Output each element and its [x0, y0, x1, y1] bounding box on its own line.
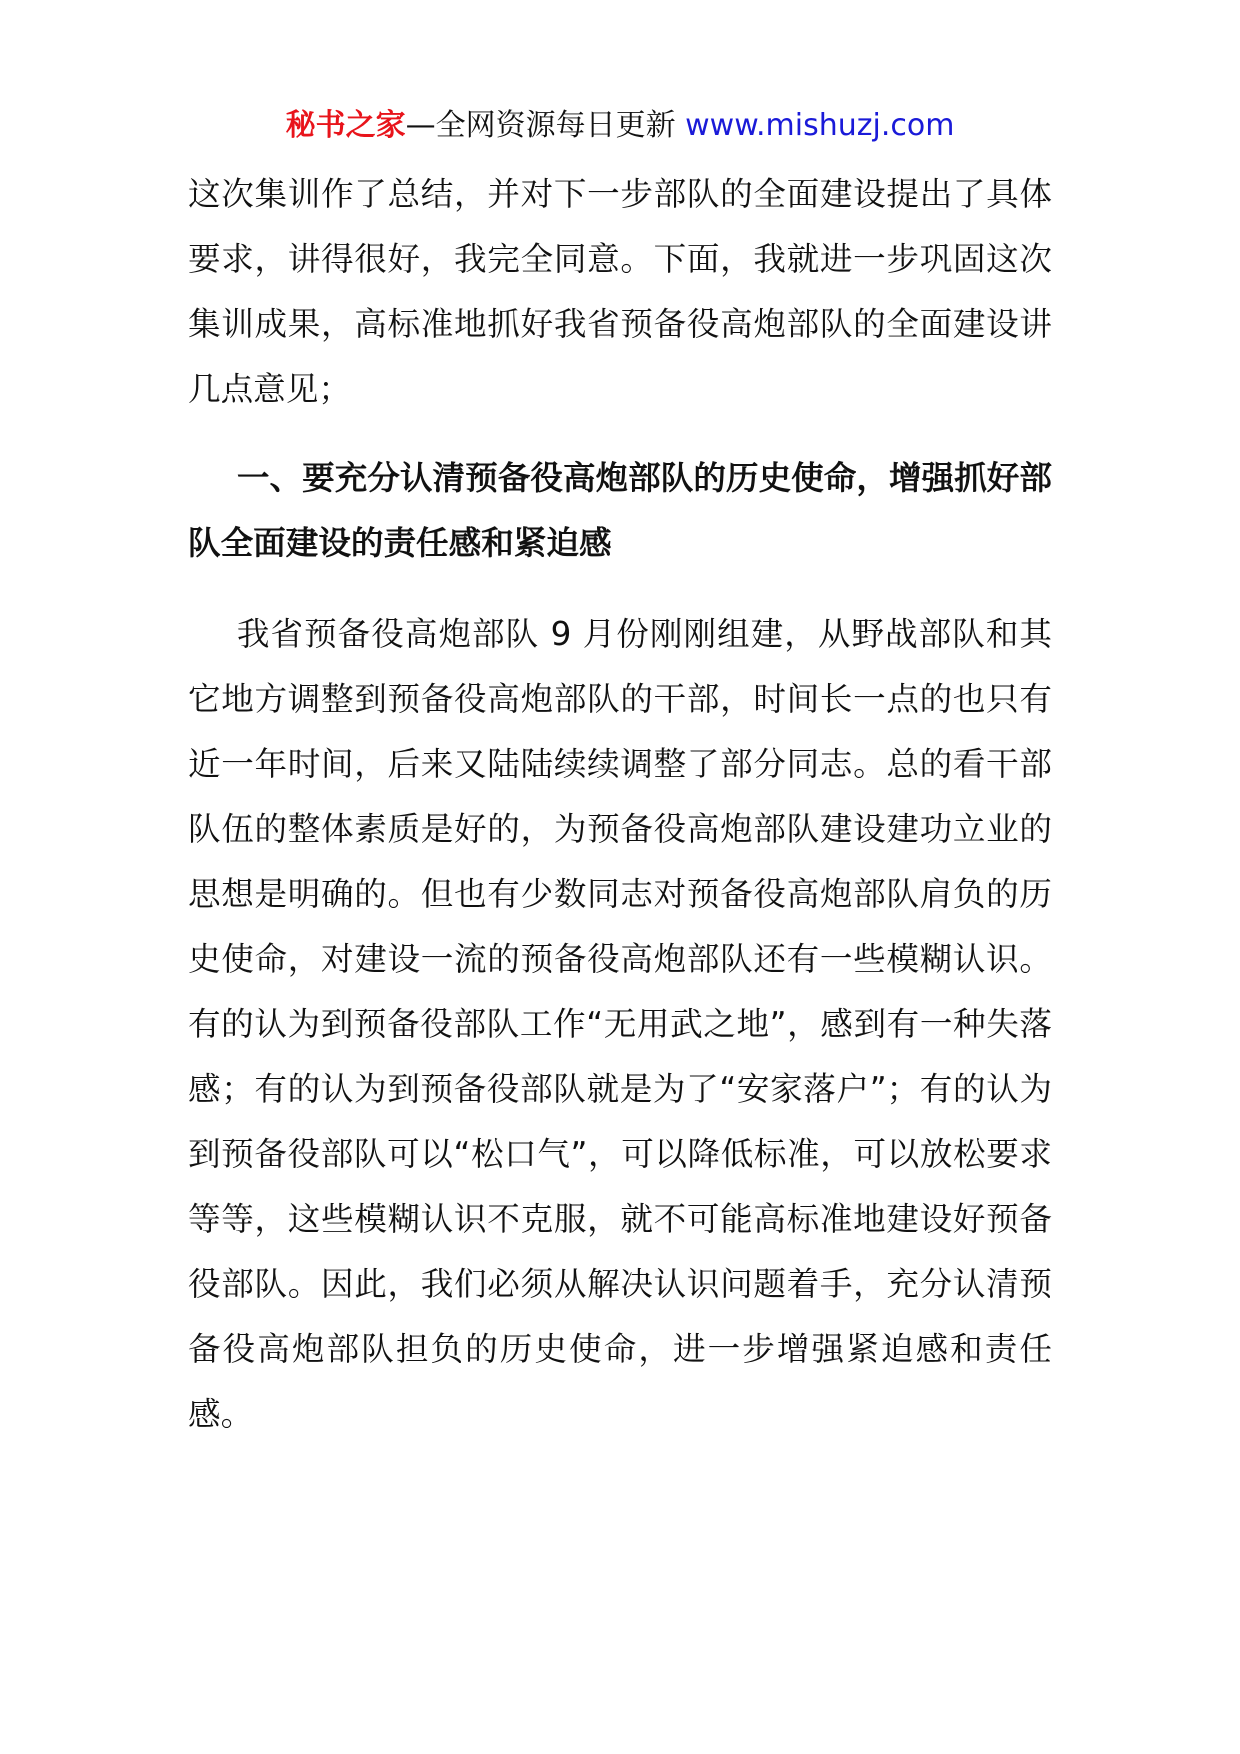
spacer [188, 422, 1052, 446]
spacer [188, 576, 1052, 602]
section-heading-1: 一、要充分认清预备役高炮部队的历史使命，增强抓好部队全面建设的责任感和紧迫感 [188, 459, 1052, 562]
header-url-link[interactable]: www.mishuzj.com [685, 108, 955, 143]
header-tagline: —全网资源每日更新 [405, 108, 676, 143]
paragraph-section-1: 我省预备役高炮部队 9 月份刚刚组建，从野战部队和其它地方调整到预备役高炮部队的干部，时间长一点的也只有近一年时间，后来又陆陆续续调整了部分同志。总的看干部队伍的整体素质是好的，为预备役高炮部队建设建功立业的思想是明确的。但也有少数同志对预备役高炮部队肩负的历史使命，对建设一流的预备役高炮部队还有一些模糊认识。有的认为到预备役部队工作“无用武之地”，感到有一种失落感；有的认为到预备役部队就是为了“安家落户”；有的认为到预备役部队可以“松口气”，可以降低标准，可以放松要求等等，这些模糊认识不克服，就不可能高标准地建设好预备役部队。因此，我们必须从解决认识问题着手，充分认清预备役高炮部队担负的历史使命，进一步增强紧迫感和责任感。 [188, 615, 1052, 1433]
document-body [188, 162, 1052, 1447]
header-brand: 秘书之家 [285, 108, 406, 143]
paragraph-intro: 这次集训作了总结，并对下一步部队的全面建设提出了具体要求，讲得很好，我完全同意。下面，我就进一步巩固这次集训成果，高标准地抓好我省预备役高炮部队的全面建设讲几点意见； [188, 175, 1052, 408]
page-header [0, 104, 1240, 148]
